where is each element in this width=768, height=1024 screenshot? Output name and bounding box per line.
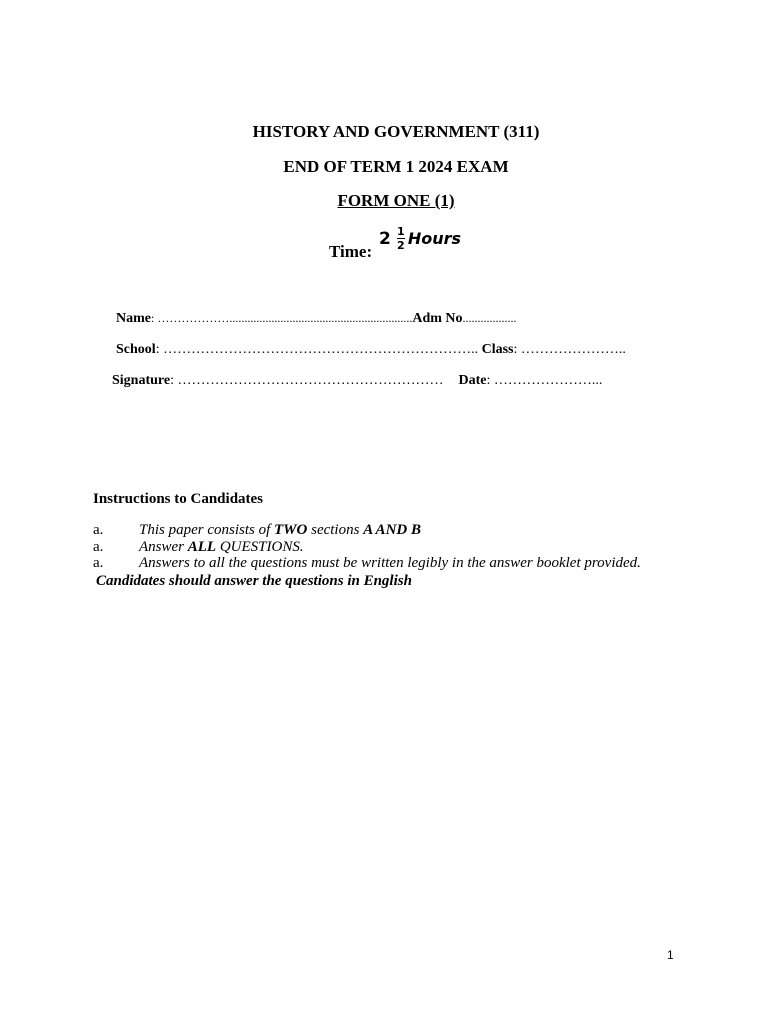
language-note: Candidates should answer the questions in English <box>96 573 412 589</box>
signature-date-row <box>112 373 602 389</box>
instruction-part: Answers to all the questions must be written legibly in the answer booklet provided. <box>139 555 641 571</box>
instructions-title: Instructions to Candidates <box>93 491 264 507</box>
subject-title: HISTORY AND GOVERNMENT (311) <box>252 122 540 141</box>
name-adm-row <box>116 311 517 327</box>
class-field[interactable]: : ………………….. <box>513 342 626 357</box>
name-field[interactable]: : ………………............................................................. <box>151 311 413 325</box>
time-label: Time: <box>329 242 373 261</box>
signature-label: Signature <box>112 373 171 388</box>
page-number: 1 <box>667 948 674 962</box>
time-denominator: 2 <box>397 239 405 252</box>
class-label: Class <box>481 342 514 357</box>
instruction-part: sections <box>311 522 364 538</box>
signature-field[interactable]: : ………………………………………………… <box>170 373 444 388</box>
date-field[interactable]: : …………………... <box>486 373 603 388</box>
instruction-emphasis: ALL <box>187 539 217 555</box>
time-whole: 2 <box>379 228 391 249</box>
school-class-row <box>116 342 626 358</box>
adm-label: Adm No <box>412 311 463 326</box>
instruction-emphasis: TWO <box>274 522 312 538</box>
instruction-marker: a. <box>93 539 104 555</box>
instruction-text <box>139 555 641 572</box>
form-title: FORM ONE (1) <box>337 191 455 210</box>
instruction-part: This paper consists of <box>139 522 275 538</box>
adm-field[interactable]: .................. <box>462 311 517 325</box>
instruction-marker: a. <box>93 522 104 538</box>
school-label: School <box>116 342 156 357</box>
instruction-marker: a. <box>93 555 104 571</box>
exam-title: END OF TERM 1 2024 EXAM <box>283 157 509 176</box>
instruction-part: QUESTIONS. <box>216 539 304 555</box>
time-fraction <box>397 226 405 251</box>
instruction-text <box>139 539 304 556</box>
date-label: Date <box>458 373 487 388</box>
instruction-text <box>139 522 421 539</box>
instruction-emphasis: A AND B <box>363 522 421 538</box>
instruction-part: Answer <box>139 539 188 555</box>
time-numerator: 1 <box>397 225 405 238</box>
time-value <box>379 226 461 251</box>
name-label: Name <box>116 311 151 326</box>
time-unit: Hours <box>407 229 462 248</box>
school-field[interactable]: : ………………………………………………………….. <box>155 342 482 357</box>
